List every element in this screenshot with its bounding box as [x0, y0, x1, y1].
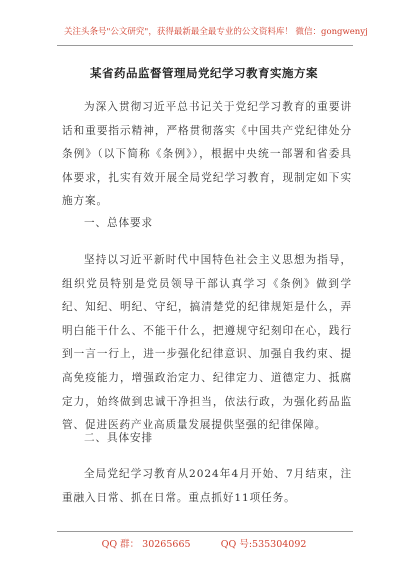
- header-banner: 关注头条号"公文研究"，获得最新最全最专业的公文资料库！ 微信：gongwenyj: [64, 27, 368, 37]
- footer-divider: [57, 531, 353, 532]
- section-heading-general-requirements: 一、总体要求: [84, 217, 153, 229]
- intro-paragraph: 为深入贯彻习近平总书记关于党纪学习教育的重要讲话和重要指示精神，严格贯彻落实《中国共产党纪律处分条例》（以下简称《条例》），根据中央统一部署和省委具体要求，扎实有效开展全局党纪学习教育，现制定如下实施方案。: [62, 101, 352, 208]
- section-heading-specific-arrangements: 二、具体安排: [84, 432, 153, 444]
- section2-paragraph: 全局党纪学习教育从2024年4月开始、7月结束，注重融入日常、抓在日常。重点抓好11项任务。: [62, 468, 352, 504]
- footer-contact: QQ 群： 30265665 QQ 号:535304092: [101, 539, 307, 550]
- header-divider: [57, 45, 353, 46]
- document-title: 某省药品监督管理局党纪学习教育实施方案: [90, 66, 318, 80]
- section1-paragraph: 坚持以习近平新时代中国特色社会主义思想为指导，组织党员特别是党员领导干部认真学习《条例》做到学纪、知纪、明纪、守纪，搞清楚党的纪律规矩是什么，弄明白能干什么、不能干什么，把遵规守纪刻印在心，践行到一言一行上，进一步强化纪律意识、加强自我约束、提高免疫能力，增强政治定力、纪律定力、道德定力、抵腐定力，始终做到忠诚干净担当，依法行政，为强化药品监管、促进医药产业高质量发展提供坚强的纪律保障。: [62, 254, 352, 432]
